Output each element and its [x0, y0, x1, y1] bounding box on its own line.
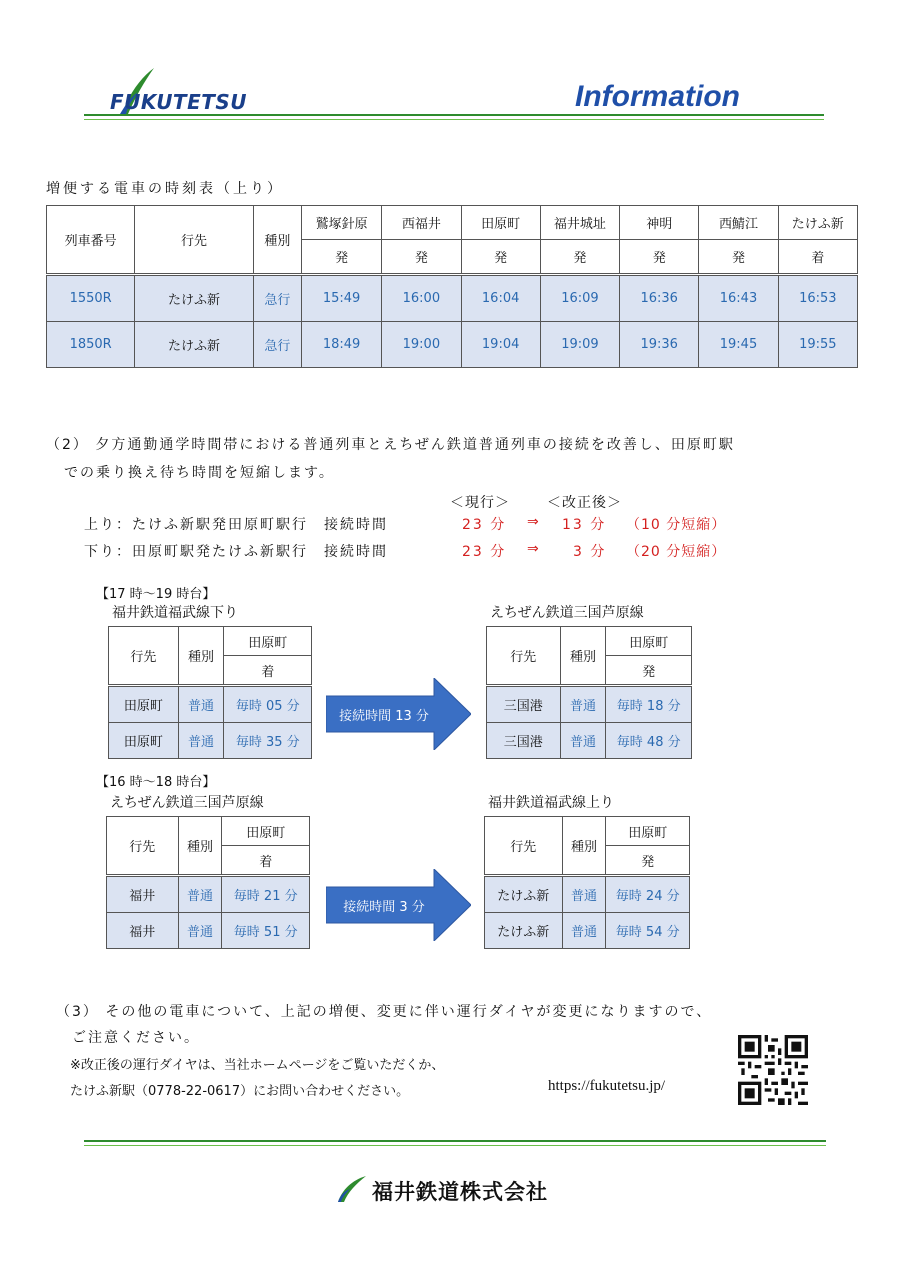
- time-cell: 19:45: [699, 322, 778, 368]
- section3-line2: ご注意ください。: [72, 1030, 200, 1046]
- note-line1: ※改正後の運行ダイヤは、当社ホームページをご覧いただくか、: [70, 1058, 445, 1073]
- block2-arrow-text: 接続時間 3 分: [343, 900, 425, 915]
- time-cell: 16:43: [699, 275, 778, 322]
- destination: たけふ新: [485, 913, 563, 949]
- destination: 福井: [107, 913, 179, 949]
- block1-left-table: [108, 626, 312, 759]
- block2-right-line: 福井鉄道福武線上り: [488, 795, 614, 811]
- header-dep-arr: 発: [540, 240, 619, 275]
- block2-left-line: えちぜん鉄道三国芦原線: [110, 795, 264, 811]
- time-cell: 毎時 21 分: [222, 876, 310, 913]
- block1-left-line: 福井鉄道福武線下り: [112, 605, 238, 621]
- header-type: 種別: [253, 206, 301, 275]
- col-type: 種別: [178, 817, 222, 876]
- time-cell: 16:09: [540, 275, 619, 322]
- up-label: 上り：たけふ新駅発田原町駅行 接続時間: [84, 517, 388, 533]
- time-cell: 16:53: [778, 275, 857, 322]
- table-row: [107, 913, 310, 949]
- section2-line2: での乗り換え待ち時間を短縮します。: [64, 465, 335, 481]
- up-note: （10 分短縮）: [626, 517, 727, 533]
- block1-arrow-text: 接続時間 13 分: [339, 709, 429, 724]
- destination: 田原町: [109, 723, 179, 759]
- block2-period: 【16 時～18 時台】: [96, 775, 216, 790]
- header-station: たけふ新: [778, 206, 857, 240]
- table-row: [109, 723, 312, 759]
- block1-period: 【17 時～19 時台】: [96, 587, 216, 602]
- website-link[interactable]: https://fukutetsu.jp/: [548, 1078, 666, 1094]
- section-title: 増便する電車の時刻表（上り）: [46, 181, 284, 197]
- destination: 三国港: [487, 686, 561, 723]
- time-cell: 16:04: [461, 275, 540, 322]
- col-station: 田原町: [606, 627, 692, 656]
- table-row: [107, 876, 310, 913]
- footer-divider-thin: [84, 1145, 826, 1146]
- section3-line1: （3） その他の電車について、上記の増便、変更に伴い運行ダイヤが変更になりますので、: [56, 1004, 713, 1020]
- page-title: Information: [575, 80, 740, 113]
- table-row: [485, 876, 690, 913]
- up-arrow: ⇒: [527, 514, 541, 530]
- train-number: 1550R: [47, 275, 135, 322]
- time-cell: 16:00: [382, 275, 461, 322]
- down-label: 下り：田原町駅発たけふ新駅行 接続時間: [84, 544, 388, 560]
- down-note: （20 分短縮）: [626, 544, 727, 560]
- col-station: 田原町: [606, 817, 690, 846]
- destination: たけふ新: [135, 275, 253, 322]
- train-type: 普通: [562, 876, 606, 913]
- col-sub: 着: [224, 656, 312, 686]
- col-sub: 発: [606, 846, 690, 876]
- header-dep-arr: 発: [620, 240, 699, 275]
- time-cell: 19:36: [620, 322, 699, 368]
- table-row: [47, 275, 858, 322]
- header-dep-arr: 着: [778, 240, 857, 275]
- col-type: 種別: [562, 817, 606, 876]
- company-name: 福井鉄道株式会社: [372, 1180, 548, 1204]
- col-sub: 発: [606, 656, 692, 686]
- header-divider: [84, 114, 824, 116]
- header-station: 福井城址: [540, 206, 619, 240]
- block2-left-table: [106, 816, 310, 949]
- destination: 田原町: [109, 686, 179, 723]
- train-type: 普通: [178, 723, 224, 759]
- time-cell: 19:04: [461, 322, 540, 368]
- train-type: 普通: [560, 723, 606, 759]
- header-dep-arr: 発: [461, 240, 540, 275]
- time-cell: 19:55: [778, 322, 857, 368]
- time-cell: 毎時 24 分: [606, 876, 690, 913]
- destination: 三国港: [487, 723, 561, 759]
- col-station: 田原町: [222, 817, 310, 846]
- up-new: 13 分: [562, 517, 607, 533]
- col-dest: 行先: [485, 817, 563, 876]
- header-station: 鷲塚針原: [301, 206, 381, 240]
- train-type: 急行: [253, 322, 301, 368]
- time-cell: 19:09: [540, 322, 619, 368]
- header-station: 西福井: [382, 206, 461, 240]
- new-label: ＜改正後＞: [547, 495, 622, 511]
- time-cell: 毎時 54 分: [606, 913, 690, 949]
- down-arrow: ⇒: [527, 541, 541, 557]
- table-row: [109, 686, 312, 723]
- down-current: 23 分: [462, 544, 507, 560]
- company-logo-icon: [336, 1174, 368, 1204]
- down-new: 3 分: [573, 544, 607, 560]
- train-type: 普通: [178, 876, 222, 913]
- header-dep-arr: 発: [301, 240, 381, 275]
- time-cell: 18:49: [301, 322, 381, 368]
- train-type: 普通: [560, 686, 606, 723]
- section2-line1: （2） 夕方通勤通学時間帯における普通列車とえちぜん鉄道普通列車の接続を改善し、田原町駅: [46, 437, 735, 453]
- header-destination: 行先: [135, 206, 253, 275]
- col-dest: 行先: [487, 627, 561, 686]
- time-cell: 15:49: [301, 275, 381, 322]
- timetable: [46, 205, 858, 368]
- current-label: ＜現行＞: [450, 495, 510, 511]
- time-cell: 毎時 35 分: [224, 723, 312, 759]
- table-row: [47, 322, 858, 368]
- train-type: 急行: [253, 275, 301, 322]
- header-station: 神明: [620, 206, 699, 240]
- destination: 福井: [107, 876, 179, 913]
- train-type: 普通: [562, 913, 606, 949]
- block1-right-line: えちぜん鉄道三国芦原線: [490, 605, 644, 621]
- table-row: [487, 686, 692, 723]
- qr-code-icon: [738, 1035, 808, 1105]
- time-cell: 16:36: [620, 275, 699, 322]
- train-type: 普通: [178, 913, 222, 949]
- header-divider-thin: [84, 119, 824, 120]
- time-cell: 毎時 05 分: [224, 686, 312, 723]
- table-row: [485, 913, 690, 949]
- header-station: 田原町: [461, 206, 540, 240]
- train-type: 普通: [178, 686, 224, 723]
- logo-text: FUKUTETSU: [110, 90, 248, 114]
- train-number: 1850R: [47, 322, 135, 368]
- col-dest: 行先: [107, 817, 179, 876]
- time-cell: 毎時 48 分: [606, 723, 692, 759]
- col-dest: 行先: [109, 627, 179, 686]
- header-dep-arr: 発: [699, 240, 778, 275]
- footer-divider: [84, 1140, 826, 1142]
- destination: たけふ新: [485, 876, 563, 913]
- table-row: [487, 723, 692, 759]
- time-cell: 毎時 51 分: [222, 913, 310, 949]
- block1-right-table: [486, 626, 692, 759]
- header-dep-arr: 発: [382, 240, 461, 275]
- col-type: 種別: [178, 627, 224, 686]
- col-type: 種別: [560, 627, 606, 686]
- col-station: 田原町: [224, 627, 312, 656]
- destination: たけふ新: [135, 322, 253, 368]
- up-current: 23 分: [462, 517, 507, 533]
- note-line2: たけふ新駅（0778-22-0617）にお問い合わせください。: [70, 1084, 410, 1099]
- block2-right-table: [484, 816, 690, 949]
- header-train-number: 列車番号: [47, 206, 135, 275]
- col-sub: 着: [222, 846, 310, 876]
- time-cell: 19:00: [382, 322, 461, 368]
- header-station: 西鯖江: [699, 206, 778, 240]
- time-cell: 毎時 18 分: [606, 686, 692, 723]
